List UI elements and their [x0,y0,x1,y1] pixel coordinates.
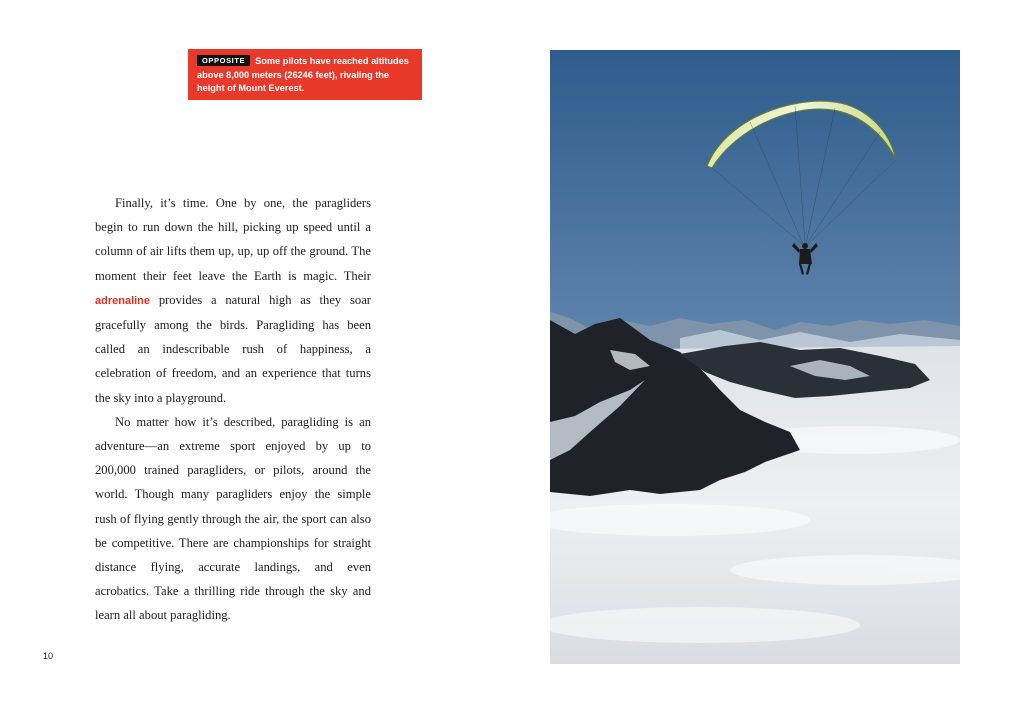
caption-text: Some pilots have reached altitudes above 8,000 meters (26246 feet), rivaling the height of Mount Everest. [197,56,409,94]
paraglider-photo [550,50,960,664]
paragraph-1-start: Finally, it’s time. One by one, the paragliders begin to run down the hill, picking up speed until a column of air lifts them up, up, up off the ground. The moment their feet leave the Earth is magic. Their [95,196,371,283]
paragraph-2: No matter how it’s described, paragliding is an adventure—an extreme sport enjoyed by up to 200,000 trained paragliders, or pilots, around the world. Though many paragliders enjoy the simple rush of flying gently through the air, the sport can also be competitive. There are championships for straight distance flying, accurate landings, and even acrobatics. Take a thrilling ride through the sky and learn all about paragliding. [95,414,371,623]
page-number: 10 [43,651,54,661]
paragraph-1 [95,191,371,410]
photo-caption [188,49,422,100]
caption-tag: OPPOSITE [197,55,250,66]
body-text [95,191,371,628]
paragraph-1-end: provides a natural high as they soar gracefully among the birds. Paragliding has been called an indescribable rush of happiness, a celebration of freedom, and an experience that turns the sky into a playground. [95,292,371,405]
glossary-term-adrenaline: adrenaline [95,294,151,307]
